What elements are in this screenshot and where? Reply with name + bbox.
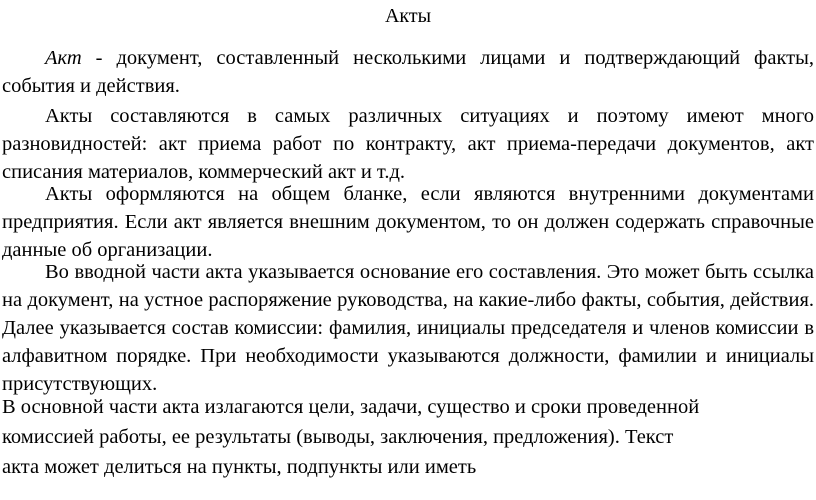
paragraph-types: Акты составляются в самых различных ситуациях и поэтому имеют много разновидностей: акт приема работ по контракту, акт приема-передачи документов, акт списания материалов, коммерческий акт и т.д. <box>2 105 814 183</box>
main-part-line-1: В основной части акта излагаются цели, задачи, существо и сроки проведенной <box>2 396 700 418</box>
definition-text: - документ, составленный несколькими лицами и подтверждающий факты, события и действия. <box>2 47 814 97</box>
term-akt: Акт <box>45 47 82 69</box>
paragraph-main-part <box>2 392 814 482</box>
document-title: Акты <box>384 5 432 27</box>
paragraph-definition <box>2 44 814 100</box>
main-part-line-2: комиссией работы, ее результаты (выводы, заключения, предложения). Текст <box>2 426 674 448</box>
paragraph-form: Акты оформляются на общем бланке, если являются внутренними документами предприятия. Если акт является внешним документом, то он должен содержать справочные данные об организации. <box>2 183 814 261</box>
main-part-line-3: акта может делиться на пункты, подпункты или иметь <box>2 456 477 478</box>
paragraph-intro-part: Во вводной части акта указывается основание его составления. Это может быть ссылка на документ, на устное распоряжение руководства, на какие-либо факты, события, действия. Далее указывается состав комиссии: фамилия, инициалы председателя и членов комиссии в алфавитном порядке. При необходимости указываются должности, фамилии и инициалы присутствующих. <box>2 261 814 395</box>
